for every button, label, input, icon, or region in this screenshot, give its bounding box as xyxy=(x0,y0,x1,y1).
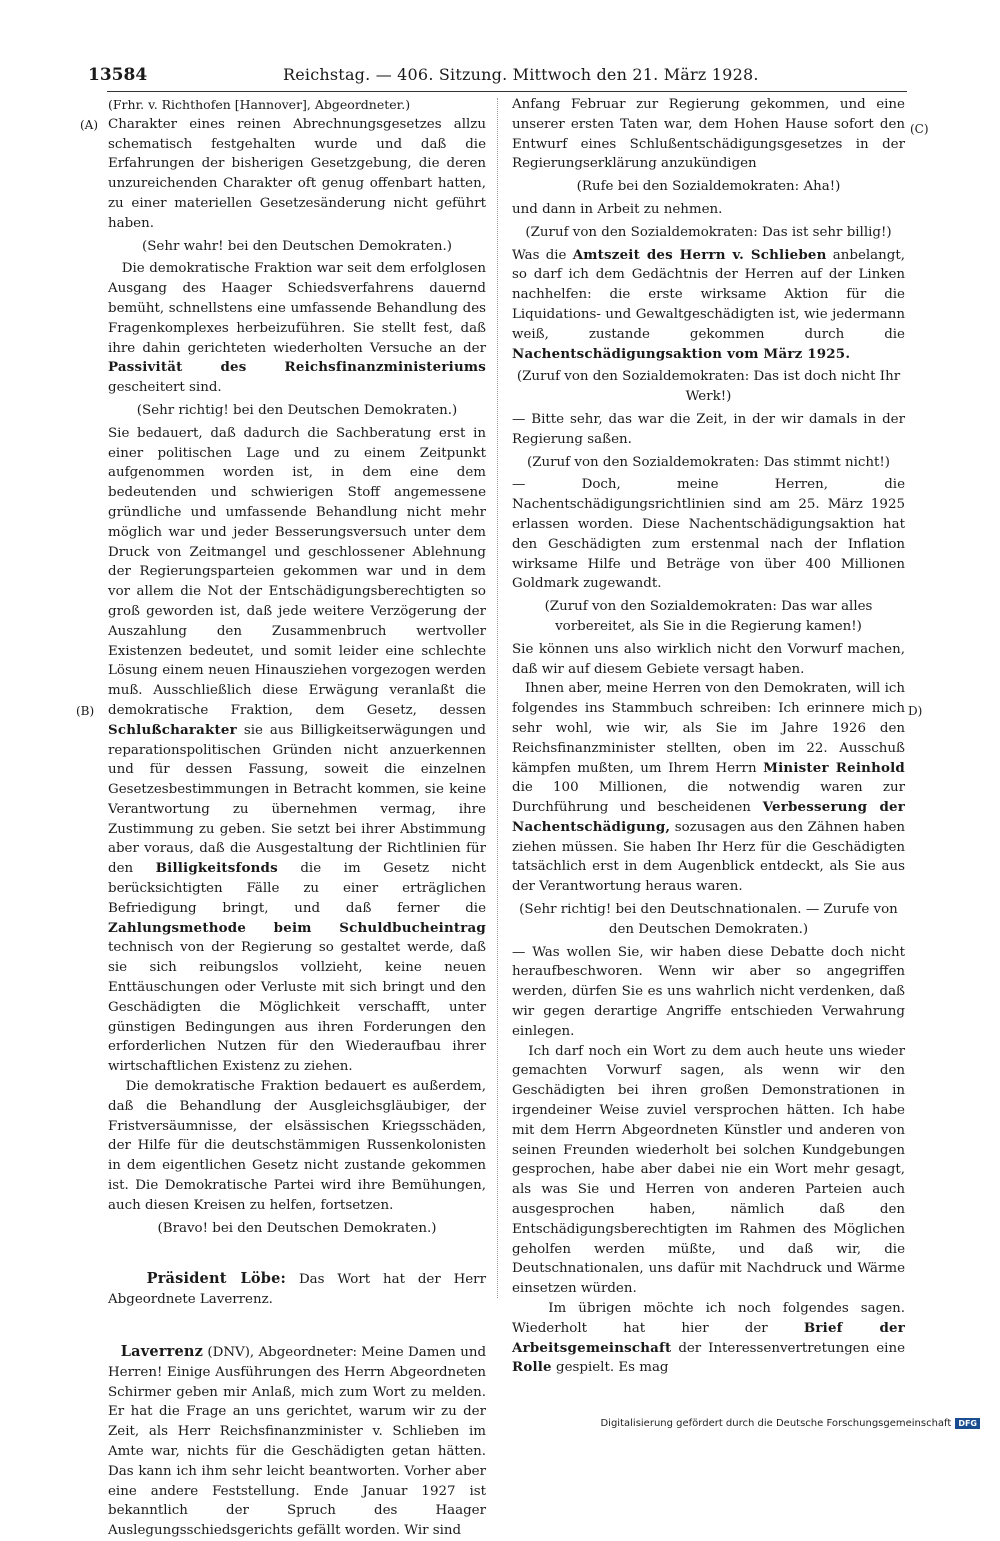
text-run: gespielt. Es mag xyxy=(551,1360,669,1376)
footer-text: Digitalisierung gefördert durch die Deutsche Forschungsgemeinschaft xyxy=(600,1418,952,1429)
president-paragraph xyxy=(108,1269,486,1310)
interjection: (Bravo! bei den Deutschen Demokraten.) xyxy=(157,1220,437,1236)
text-run: Sie bedauert, daß dadurch die Sachberatung erst in einer politischen Lage und zu einem Zeitpunkt aufgenommen worden ist, in dem eine dem bedeutenden und schwierigen Stoff angemessene gründliche und umfassende Behandlung nicht mehr möglich war und jeder Besserungsversuch unter dem Druck von Zeitmangel und geschlossener Ablehnung der Regierungsparteien gekommen war und in dem vor allem die Not der Entschädigungsberechtigten so groß geworden ist, daß jede weitere Verzögerung der Auszahlung den Zusammenbruch wertvoller Existenzen bedeutet, und somit leider eine schlechte Lösung einem neuen Hinausziehen vorgezogen werden muß. Ausschließlich diese Erwägung veranlaßt die demokratische Fraktion, dem Gesetz, dessen xyxy=(108,425,486,718)
paragraph xyxy=(512,246,905,365)
text-run: sozusagen aus den Zähnen haben ziehen müssen. Sie haben Ihr Herz für die Geschädigten tatsächlich erst in dem Augenblick entdeckt, als Sie aus der Verantwortung heraus waren. xyxy=(512,819,905,895)
emphasis: Schlußcharakter xyxy=(108,721,237,738)
speaker-name: Laverrenz xyxy=(120,1343,204,1361)
paragraph: — Doch, meine Herren, die Nachentschädigungsrichtlinien sind am 25. März 1925 erlassen worden. Diese Nachentschädigungsaktion hat den Geschädigten zum erstenmal nach der Inflation wirksame Hilfe und Beträge von über 400 Millionen Goldmark zugewandt. xyxy=(512,477,905,592)
text-run: Im übrigen möchte ich noch folgendes sagen. Wiederholt hat hier der xyxy=(512,1301,905,1336)
paragraph xyxy=(108,259,486,398)
column-divider xyxy=(497,98,498,1298)
left-column xyxy=(108,95,486,1541)
paragraph: Anfang Februar zur Regierung gekommen, und eine unserer ersten Taten war, dem Hohen Hause sofort den Entwurf eines Schlußentschädigungsgesetzes in der Regierungserklärung anzukündigen xyxy=(512,97,905,172)
speaker-attribution: (Frhr. v. Richthofen [Hannover], Abgeordneter.) xyxy=(108,97,411,112)
page-header xyxy=(88,64,908,86)
paragraph xyxy=(512,1299,905,1378)
header-title: Reichstag. — 406. Sitzung. Mittwoch den 21. März 1928. xyxy=(283,65,759,84)
paragraph: Sie können uns also wirklich nicht den Vorwurf machen, daß wir auf diesem Gebiete versagt haben. xyxy=(512,641,905,677)
paragraph xyxy=(512,1042,905,1299)
spacer xyxy=(108,1241,486,1269)
page-number: 13584 xyxy=(88,65,148,85)
margin-mark-d: D) xyxy=(908,704,923,718)
emphasis: Minister Reinhold xyxy=(763,759,905,776)
margin-mark-b: (B) xyxy=(76,704,95,718)
emphasis: Billigkeitsfonds xyxy=(155,860,278,877)
text-run: sie aus Billigkeitserwägungen und reparationspolitischen Gründen nicht anzuerkennen und für dessen Fassung, soweit die einzelnen Gesetzesbestimmungen in Betracht kommen, sie keine Verantwortung zu übernehmen vermag, ihre Zustimmung zu geben. Sie setzt bei ihrer Abstimmung aber voraus, daß die Ausgestaltung der Richtlinien für den xyxy=(108,722,486,877)
text-run: Was die xyxy=(512,247,573,263)
emphasis: Rolle xyxy=(512,1359,552,1376)
header-rule xyxy=(107,91,907,92)
paragraph xyxy=(108,424,486,1077)
text-run: Die demokratische Fraktion bedauert es außerdem, daß die Behandlung der Ausgleichsgläubiger, der Fristversäumnisse, der elsässischen Kriegsschäden, der Hilfe für die deutschstämmigen Russenkolonisten in dem eigentlichen Gesetz nicht zustande gekommen ist. Die Demokratische Partei wird ihre Bemühungen, auch diesen Kreisen zu helfen, fortsetzen. xyxy=(108,1079,486,1213)
emphasis: Verbesserung der Nachentschädigung, xyxy=(512,799,905,835)
right-column xyxy=(512,95,905,1378)
text-run: Ihnen aber, meine Herren von den Demokraten, will ich folgendes ins Stammbuch schreiben: Ich erinnere mich sehr wohl, wie wir, als Sie im Jahre 1926 den Reichsfinanzminister stellten, oben im 22. Ausschuß kämpfen mußten, um Ihrem Herrn xyxy=(512,681,905,776)
interjection: (Sehr wahr! bei den Deutschen Demokraten.) xyxy=(142,238,452,254)
emphasis: Nachentschädigungsaktion vom März 1925. xyxy=(512,345,851,362)
emphasis: Amtszeit des Herrn v. Schlieben xyxy=(572,246,827,263)
emphasis: Brief der Arbeitsgemeinschaft xyxy=(512,1319,905,1356)
text-run: die im Gesetz nicht berücksichtigten Fälle zu einer erträglichen Befriedigung bringt, und daß ferner die xyxy=(108,861,486,916)
text-run: der Interessenvertretungen eine xyxy=(671,1340,905,1356)
paragraph: — Was wollen Sie, wir haben diese Debatte doch nicht heraufbeschworen. Wenn wir aber so angegriffen werden, dürfen Sie es uns wahrlich nicht verdenken, daß wir gegen derartige Angriffe entschieden Verwahrung einlegen. xyxy=(512,944,905,1039)
text-run: Das Wort hat der Herr Abgeordnete Laverrenz. xyxy=(108,1272,486,1308)
text-run: Ich darf noch ein Wort zu dem auch heute uns wieder gemachten Vorwurf sagen, als wenn wir den Geschädigten bei ihren großen Demonstrationen in irgendeiner Weise zuviel versprochen hätten. Ich habe mit dem Herrn Abgeordneten Künstler und anderen von seinen Freunden wiederholt bei solchen Kundgebungen gesprochen, habe aber dabei nie ein Wort mehr gesagt, als was Sie und Herren von anderen Parteien auch ausgesprochen haben, nämlich daß den Entschädigungsberechtigten im Rahmen des Möglichen geholfen werden müßte, und daß wir, die Deutschnationalen, uns dafür mit Nachdruck und Wärme einsetzen würden. xyxy=(512,1043,906,1297)
speaker-name: Präsident Löbe: xyxy=(146,1270,287,1288)
paragraph xyxy=(108,1077,486,1216)
paragraph: und dann in Arbeit zu nehmen. xyxy=(512,201,723,217)
text-run: gescheitert sind. xyxy=(108,380,222,396)
text-run: technisch von der Regierung so gestaltet werde, daß sie sich reibungslos vollzieht, keine neuen Enttäuschungen oder Verluste mit sich bringt und den Geschädigten die Möglichkeit verschafft, unter günstigen Bedingungen aus ihren Forderungen den erforderlichen Nutzen für den Wiederaufbau ihrer wirtschaftlichen Existenz zu ziehen. xyxy=(108,940,486,1075)
footer-credit xyxy=(600,1418,980,1429)
interjection: (Zuruf von den Sozialdemokraten: Das war alles vorbereitet, als Sie in die Regierung kamen!) xyxy=(544,599,873,634)
text-run: (DNV), Abgeordneter: Meine Damen und Herren! Einige Ausführungen des Herrn Abgeordneten Schirmer geben mir Anlaß, mich zum Wort zu melden. Er hat die Frage an uns gerichtet, warum wir zu der Zeit, als Herr Reichsfinanzminister v. Schlieben im Amte war, nichts für die Geschädigten getan hätten. Das kann ich ihm sehr leicht beantworten. Vorher aber eine andere Feststellung. Ende Januar 1927 ist bekanntlich der Spruch des Haager Auslegungsschiedsgerichts gefällt worden. Wir sind xyxy=(108,1345,487,1539)
interjection: (Sehr richtig! bei den Deutschen Demokraten.) xyxy=(136,402,458,418)
emphasis: Zahlungsmethode beim Schuldbucheintrag xyxy=(108,919,486,936)
margin-mark-a: (A) xyxy=(80,118,99,132)
interjection: (Sehr richtig! bei den Deutschnationalen. — Zurufe von den Deutschen Demokraten.) xyxy=(519,902,898,937)
margin-mark-c: (C) xyxy=(910,122,929,136)
interjection: (Zuruf von den Sozialdemokraten: Das stimmt nicht!) xyxy=(527,454,890,470)
interjection: (Rufe bei den Sozialdemokraten: Aha!) xyxy=(576,179,841,195)
dfg-logo-icon: DFG xyxy=(955,1418,980,1429)
text-run: die 100 Millionen, die notwendig waren zur Durchführung und bescheidenen xyxy=(512,780,905,816)
text-run: Die demokratische Fraktion war seit dem erfolglosen Ausgang des Haager Schiedsverfahrens dauernd bemüht, schnellstens eine umfassende Behandlung des Fragenkomplexes herbeizuführen. Sie stellt fest, daß ihre dahin gerichteten wiederholten Versuche an der xyxy=(108,261,486,356)
paragraph: Charakter eines reinen Abrechnungsgesetzes allzu schematisch festgehalten wurde und daß die Erfahrungen der bisherigen Gesetzgebung, die deren unzureichenden Charakter oft genug offenbart hatten, zu einer materiellen Gesetzesänderung nicht geführt haben. xyxy=(108,116,486,231)
speech-paragraph xyxy=(108,1342,486,1541)
emphasis: Passivität des Reichsfinanzministeriums xyxy=(108,359,486,376)
interjection: (Zuruf von den Sozialdemokraten: Das ist doch nicht Ihr Werk!) xyxy=(516,369,901,405)
paragraph xyxy=(512,679,905,897)
interjection: (Zuruf von den Sozialdemokraten: Das ist sehr billig!) xyxy=(525,224,892,240)
text-run: anbelangt, so darf ich dem Gedächtnis der Herren auf der Linken nachhelfen: die erste wirksame Aktion für die Liquidations- und Gewaltgeschädigten ist, wie jedermann weiß, zustande gekommen durch die xyxy=(512,247,905,342)
spacer xyxy=(108,1310,486,1342)
paragraph: — Bitte sehr, das war die Zeit, in der wir damals in der Regierung saßen. xyxy=(512,411,905,447)
